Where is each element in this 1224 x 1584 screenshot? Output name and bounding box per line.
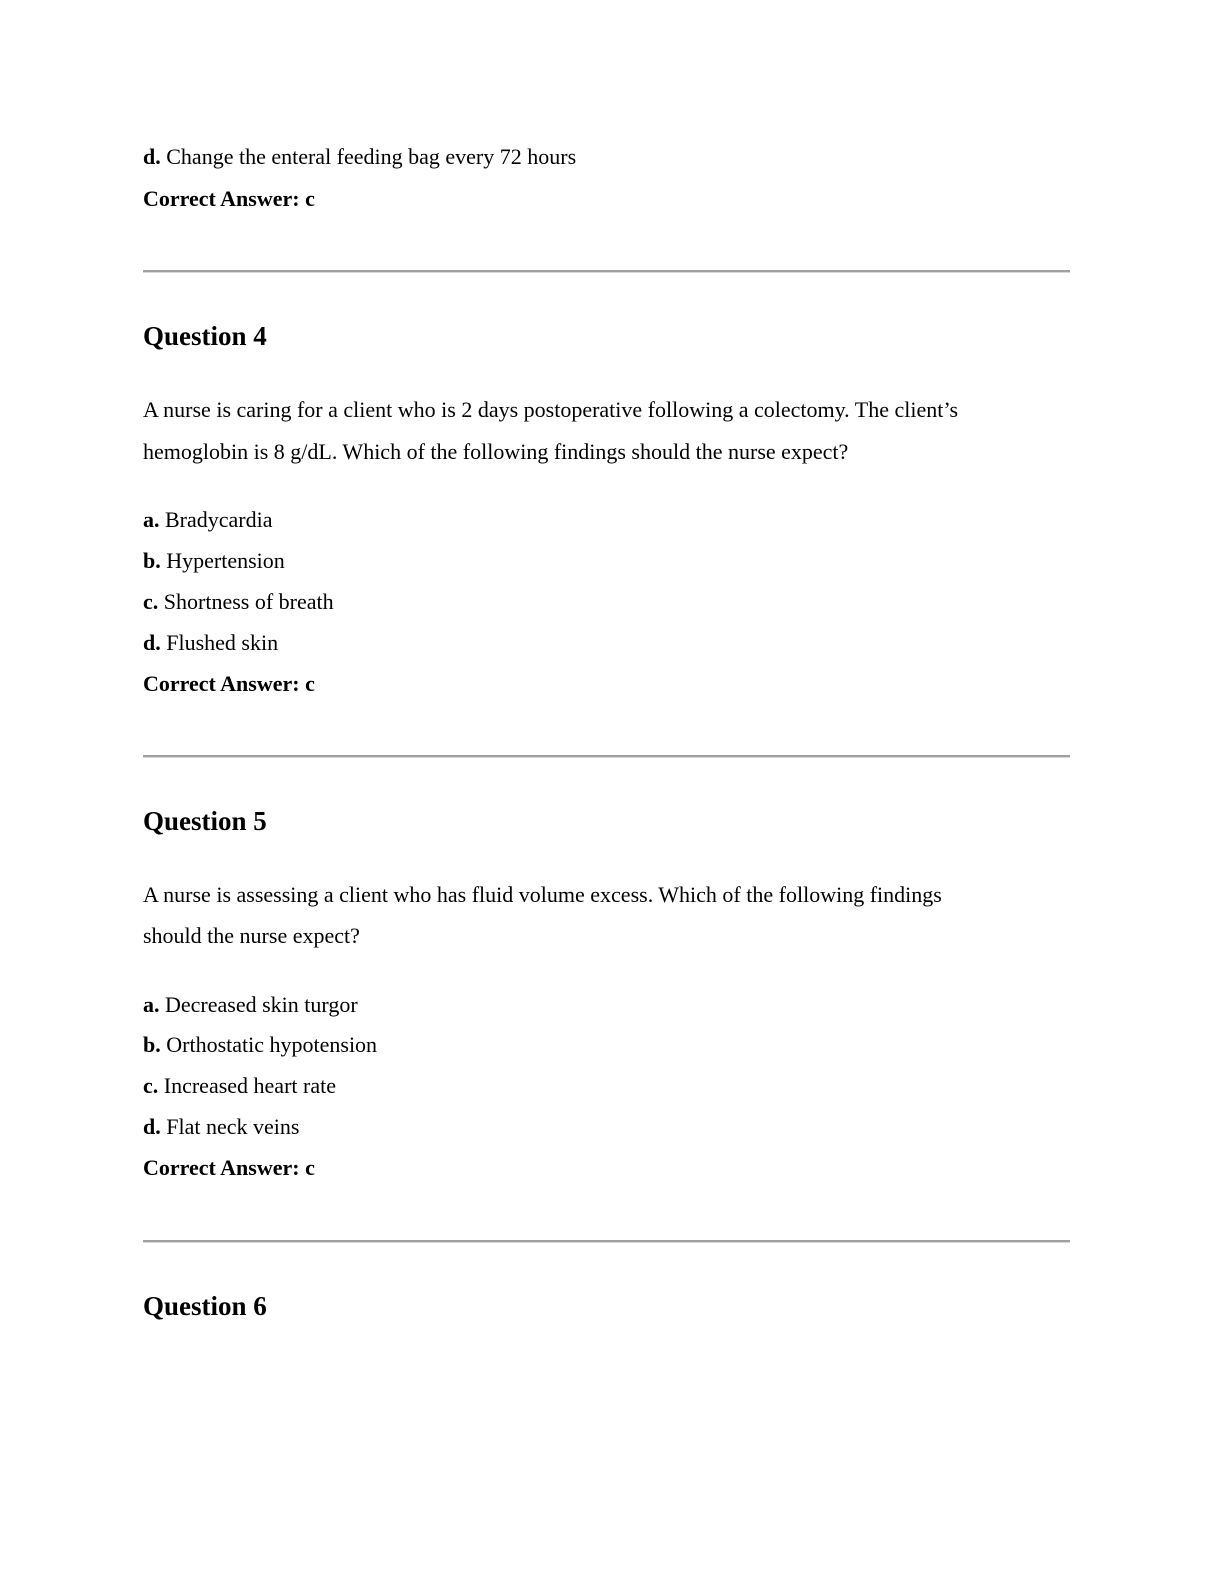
section-divider (143, 270, 1070, 273)
question-4-stem-line-2: hemoglobin is 8 g/dL. Which of the following findings should the nurse expect? (143, 439, 849, 464)
question-6-heading: Question 6 (143, 1291, 267, 1321)
option-letter: a. (143, 507, 160, 532)
question-4-stem-line-1: A nurse is caring for a client who is 2 days postoperative following a colectomy. The client’s (143, 397, 959, 422)
option-letter: d. (143, 1114, 161, 1139)
question-5-option-b (143, 1032, 377, 1058)
option-text: Decreased skin turgor (165, 992, 358, 1017)
option-letter: b. (143, 1032, 161, 1057)
option-text: Flushed skin (166, 630, 279, 655)
question-5-option-d (143, 1114, 299, 1140)
question-5-option-a (143, 992, 358, 1018)
section-divider (143, 1240, 1070, 1243)
question-5-option-c (143, 1073, 336, 1099)
option-text: Bradycardia (165, 507, 273, 532)
question-4-heading: Question 4 (143, 321, 267, 351)
prev-option-d (143, 144, 576, 170)
option-text: Shortness of breath (163, 589, 334, 614)
option-letter: c. (143, 589, 159, 614)
prev-correct-answer: Correct Answer: c (143, 186, 315, 211)
question-4-option-d (143, 630, 278, 656)
option-letter: b. (143, 548, 161, 573)
question-4-correct-answer: Correct Answer: c (143, 671, 315, 696)
option-text: Orthostatic hypotension (166, 1032, 378, 1057)
option-letter: d. (143, 630, 161, 655)
question-4-option-a (143, 507, 273, 533)
question-4-option-c (143, 589, 334, 615)
option-letter: a. (143, 992, 160, 1017)
option-letter: c. (143, 1073, 159, 1098)
question-4-option-b (143, 548, 285, 574)
question-5-stem-line-1: A nurse is assessing a client who has fluid volume excess. Which of the following findings (143, 882, 942, 907)
option-text: Increased heart rate (163, 1073, 336, 1098)
question-5-heading: Question 5 (143, 806, 267, 836)
question-5-correct-answer: Correct Answer: c (143, 1155, 315, 1180)
option-letter: d. (143, 144, 161, 169)
section-divider (143, 755, 1070, 758)
question-5-stem-line-2: should the nurse expect? (143, 923, 360, 948)
option-text: Flat neck veins (166, 1114, 300, 1139)
option-text: Hypertension (166, 548, 285, 573)
option-text: Change the enteral feeding bag every 72 hours (166, 144, 577, 169)
